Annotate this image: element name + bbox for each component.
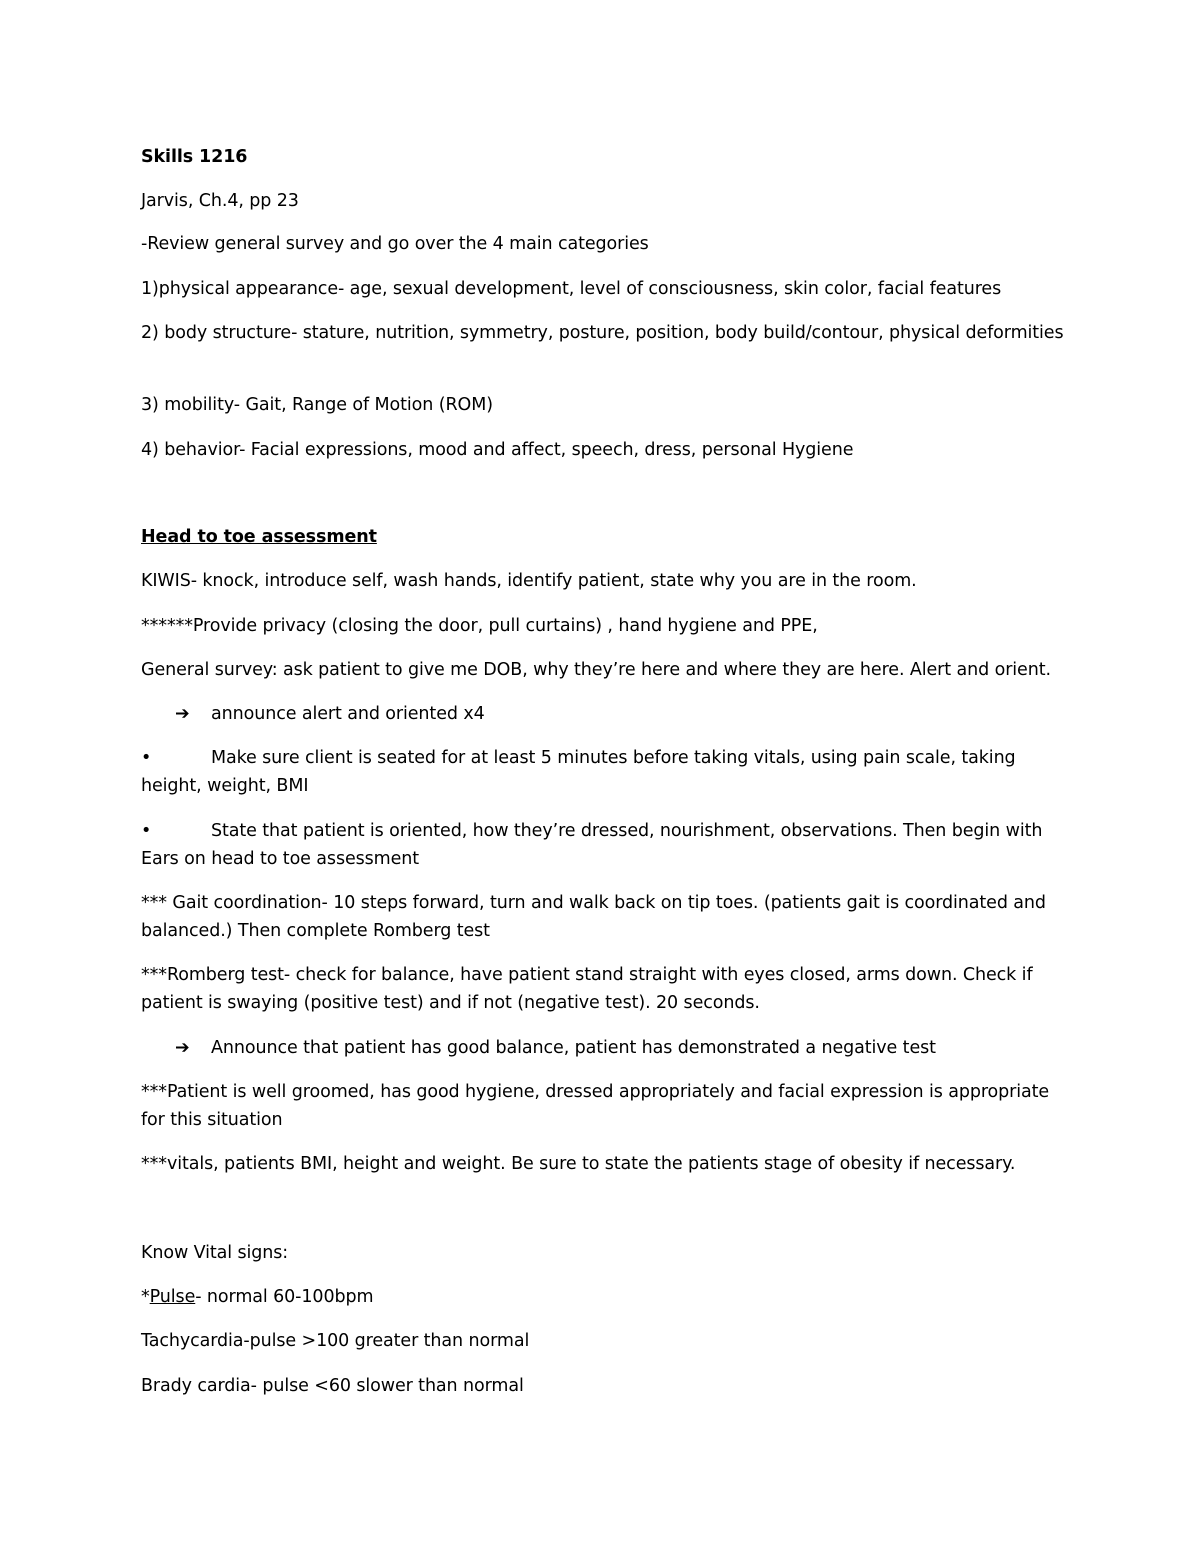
general-survey-line: General survey: ask patient to give me DOB, why they’re here and where they are here. Alert and orient. xyxy=(141,660,1051,680)
vital-signs-heading: Know Vital signs: xyxy=(141,1243,289,1263)
bullet-item-oriented xyxy=(141,817,1066,873)
bullet-item-text: Make sure client is seated for at least 5 minutes before taking vitals, using pain scale, taking height, weight, BMI xyxy=(141,748,1016,796)
category-behavior: 4) behavior- Facial expressions, mood and affect, speech, dress, personal Hygiene xyxy=(141,440,854,460)
bullet-item-seated xyxy=(141,744,1066,800)
tachycardia-line: Tachycardia-pulse >100 greater than normal xyxy=(141,1331,530,1351)
pulse-line xyxy=(141,1283,1066,1311)
arrow-right-icon: ➔ xyxy=(175,1038,190,1058)
category-physical-appearance: 1)physical appearance- age, sexual development, level of consciousness, skin color, facial features xyxy=(141,279,1002,299)
reference-line: Jarvis, Ch.4, pp 23 xyxy=(141,191,299,211)
document-title: Skills 1216 xyxy=(141,147,248,167)
gait-coordination-line: *** Gait coordination- 10 steps forward, turn and walk back on tip toes. (patients gait is coordinated and balanced.) Then complete Romberg test xyxy=(141,893,1046,941)
bullet-item-text: State that patient is oriented, how they’re dressed, nourishment, observations. Then begin with Ears on head to toe assessment xyxy=(141,821,1043,869)
category-mobility: 3) mobility- Gait, Range of Motion (ROM) xyxy=(141,395,493,415)
privacy-line: ******Provide privacy (closing the door, pull curtains) , hand hygiene and PPE, xyxy=(141,616,818,636)
arrow-right-icon: ➔ xyxy=(175,704,190,724)
section-heading-head-to-toe: Head to toe assessment xyxy=(141,527,377,547)
vitals-line: ***vitals, patients BMI, height and weight. Be sure to state the patients stage of obesity if necessary. xyxy=(141,1154,1016,1174)
arrow-item-alert-oriented xyxy=(175,700,485,728)
pulse-prefix: * xyxy=(141,1287,150,1307)
survey-intro: -Review general survey and go over the 4 main categories xyxy=(141,234,649,254)
bradycardia-line: Brady cardia- pulse <60 slower than normal xyxy=(141,1376,524,1396)
kiwis-line: KIWIS- knock, introduce self, wash hands, identify patient, state why you are in the room. xyxy=(141,571,917,591)
arrow-item-text: announce alert and oriented x4 xyxy=(211,704,485,724)
arrow-item-text: Announce that patient has good balance, patient has demonstrated a negative test xyxy=(211,1038,936,1058)
category-body-structure: 2) body structure- stature, nutrition, symmetry, posture, position, body build/contour, physical deformities xyxy=(141,323,1064,343)
romberg-test-line: ***Romberg test- check for balance, have patient stand straight with eyes closed, arms down. Check if patient is swaying (positive test) and if not (negative test). 20 seconds. xyxy=(141,965,1033,1013)
arrow-item-good-balance xyxy=(175,1034,936,1062)
grooming-line: ***Patient is well groomed, has good hygiene, dressed appropriately and facial expression is appropriate for this situation xyxy=(141,1082,1050,1130)
pulse-text: - normal 60-100bpm xyxy=(195,1287,374,1307)
bullet-icon: • xyxy=(141,748,152,768)
pulse-label: Pulse xyxy=(149,1287,196,1307)
bullet-icon: • xyxy=(141,821,152,841)
